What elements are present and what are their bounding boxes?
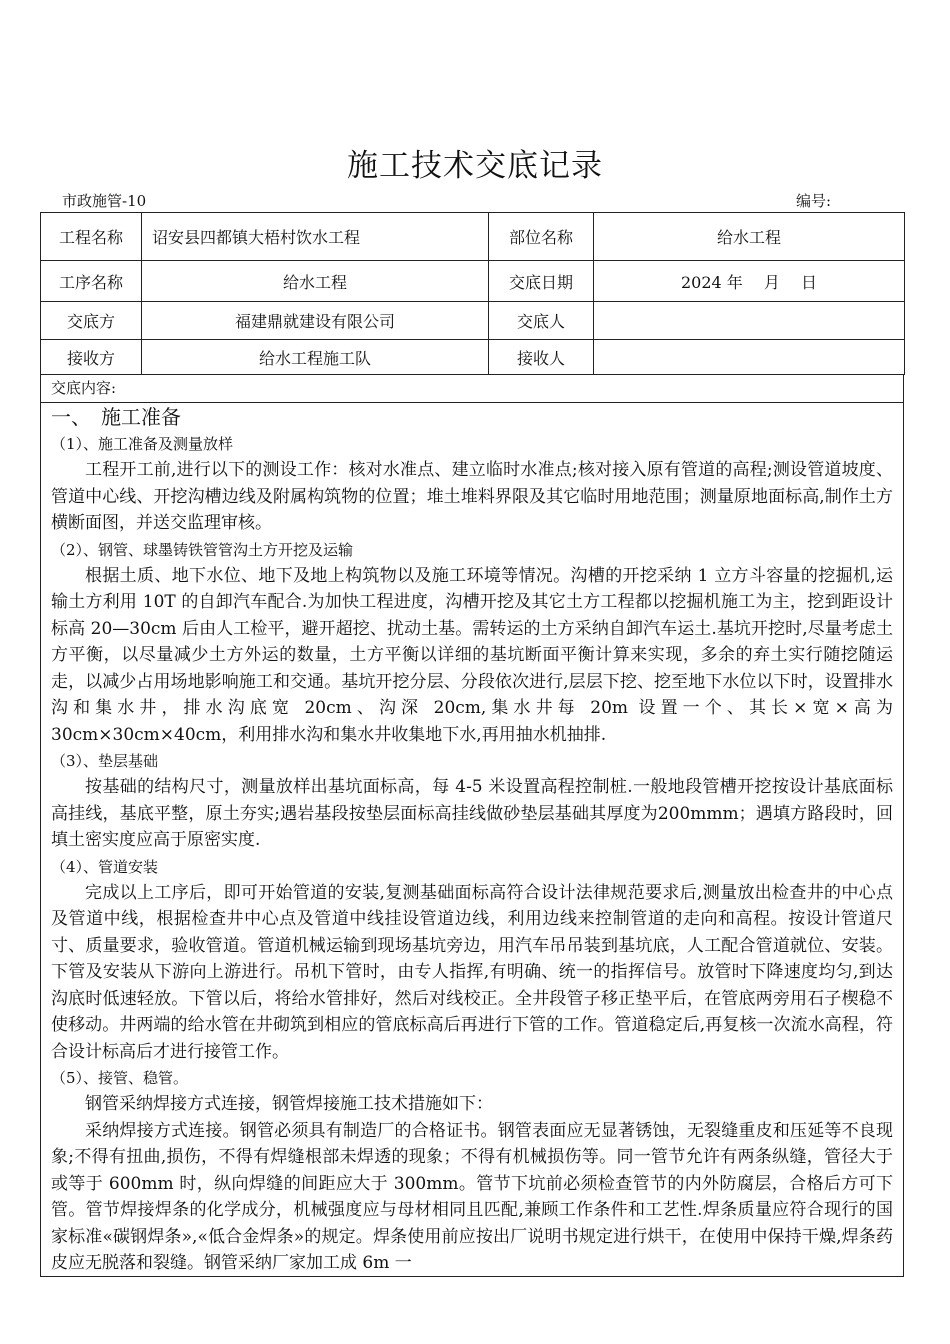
table-row: [41, 261, 905, 302]
number-label: 编号:: [796, 192, 832, 210]
receiver-person-value: [594, 340, 905, 375]
sub-heading: （5）、接管、稳管。: [51, 1069, 189, 1087]
handover-date-label: 交底日期: [489, 261, 594, 302]
handover-content: [40, 374, 904, 1277]
sub-heading: （3）、垫层基础: [51, 752, 159, 770]
section-heading: 一、 施工准备: [51, 405, 181, 429]
receiver-party-label: 接收方: [41, 340, 142, 375]
sub-heading: （1）、施工准备及测量放样: [51, 435, 234, 453]
table-row: [41, 213, 905, 261]
paragraph: 钢管采纳焊接方式连接，钢管焊接施工技术措施如下：: [85, 1094, 493, 1114]
receiver-person-label: 接收人: [489, 340, 594, 375]
sub-heading: （2）、钢管、球墨铸铁管管沟土方开挖及运输: [51, 540, 354, 559]
project-name-label: 工程名称: [41, 213, 142, 261]
handover-person-label: 交底人: [489, 302, 594, 340]
paragraph: 采纳焊接方式连接。钢管必须具有制造厂的合格证书。钢管表面应无显著锈蚀，无裂缝重皮和压延等不良现象;不得有扭曲,损伤，不得有焊缝根部未焊透的现象；不得有机械损伤等。同一管节允许有两条纵缝，管径大于或等于 600mm 时，纵向焊缝的间距应大于 300mm。管节下坑前必须检查管节的内外防腐层，合格后方可下管。管节焊接焊条的化学成分，机械强度应与母材相同且匹配,兼顾工作条件和工艺性.焊条质量应符合现行的国家标准«碳钢焊条»,«低合金焊条»的规定。焊条使用前应按出厂说明书规定进行烘干，在使用中保持干燥,焊条药皮应无脱落和裂缝。钢管采纳厂家加工成 6m 一: [51, 1120, 893, 1273]
table-row: [41, 302, 905, 340]
part-name-value: 给水工程: [594, 213, 905, 261]
project-name-value: 诏安县四都镇大梧村饮水工程: [142, 213, 489, 261]
handover-person-value: [594, 302, 905, 340]
table-row: [41, 340, 905, 375]
content-label: 交底内容:: [41, 374, 903, 403]
paragraph: 完成以上工序后，即可开始管道的安装,复测基础面标高符合设计法律规范要求后,测量放出检查井的中心点及管道中线，根据检查井中心点及管道中线挂设管道边线，利用边线来控制管道的走向和高程。按设计管道尺寸、质量要求，验收管道。管道机械运输到现场基坑旁边，用汽车吊吊装到基坑底，人工配合管道就位、安装。下管及安装从下游向上游进行。吊机下管时，由专人指挥,有明确、统一的指挥信号。放管时下降速度均匀,到达沟底时低速轻放。下管以后，将给水管排好，然后对线校正。全井段管子移正垫平后，在管底两旁用石子楔稳不使移动。井两端的给水管在井砌筑到相应的管底标高后再进行下管的工作。管道稳定后,再复核一次流水高程，符合设计标高后才进行接管工作。: [51, 882, 893, 1062]
paragraph: 按基础的结构尺寸，测量放样出基坑面标高，每 4-5 米设置高程控制桩.一般地段管槽开挖按设计基底面标高挂线，基底平整，原土夯实;遇岩基段按垫层面标高挂线做砂垫层基础其厚度为200mmm；遇填方路段时，回填土密实度应高于原密实度.: [51, 777, 893, 850]
paragraph: 工程开工前,进行以下的测设工作：核对水准点、建立临时水准点;核对接入原有管道的高程;测设管道坡度、管道中心线、开挖沟槽边线及附属构筑物的位置；堆土堆料界限及其它临时用地范围；测量原地面标高,制作土方横断面图，并送交监理审核。: [51, 460, 893, 533]
sub-heading: （4）、管道安装: [51, 857, 159, 876]
form-code: 市政施管-10: [62, 192, 147, 210]
paragraph: 根据土质、地下水位、地下及地上构筑物以及施工环境等情况。沟槽的开挖采纳 1 立方斗容量的挖掘机,运输土方利用 10T 的自卸汽车配合.为加快工程进度，沟槽开挖及其它土方工程都以挖掘机施工为主，挖到距设计标高 20—30cm 后由人工检平，避开超挖、扰动土基。需转运的土方采纳自卸汽车运土.基坑开挖时,尽量考虑土方平衡，以尽量减少土方外运的数量，土方平衡以详细的基坑断面平衡计算来实现，多余的弃土实行随挖随运走，以减少占用场地影响施工和交通。基坑开挖分层、分段依次进行,层层下挖、挖至地下水位以下时，设置排水沟和集水井，排水沟底宽 20cm、沟深 20cm,集水井每 20m 设置一个、其长×宽×高为 30cm×30cm×40cm，利用排水沟和集水井收集地下水,再用抽水机抽排.: [51, 565, 893, 745]
handover-date-value: 2024 年 月 日: [594, 261, 905, 302]
process-name-label: 工序名称: [41, 261, 142, 302]
part-name-label: 部位名称: [489, 213, 594, 261]
receiver-party-value: 给水工程施工队: [142, 340, 489, 375]
page-title: 施工技术交底记录: [347, 148, 603, 184]
handover-party-value: 福建鼎就建设有限公司: [142, 302, 489, 340]
info-table: [40, 212, 905, 375]
handover-party-label: 交底方: [41, 302, 142, 340]
process-name-value: 给水工程: [142, 261, 489, 302]
